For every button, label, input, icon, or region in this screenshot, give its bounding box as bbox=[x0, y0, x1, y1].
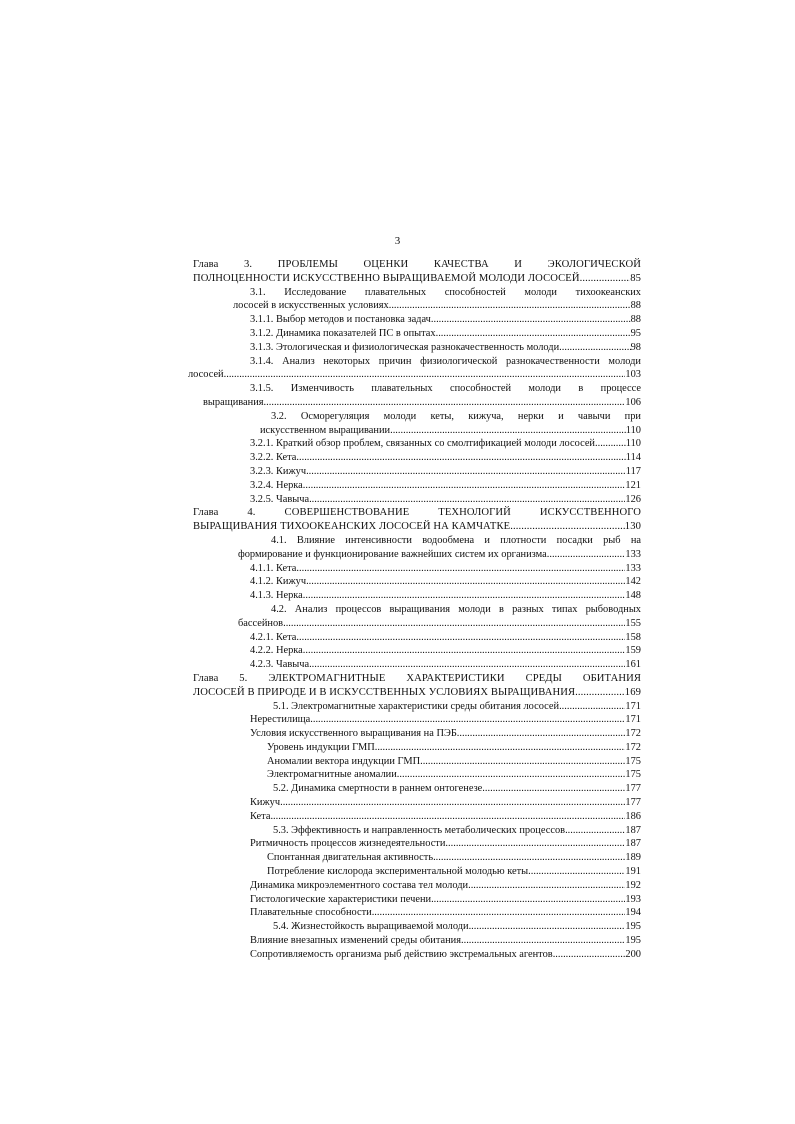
toc-page: 106 bbox=[625, 396, 641, 408]
toc-page: 186 bbox=[625, 810, 641, 822]
toc-page: 117 bbox=[625, 465, 641, 477]
toc-text: Динамика микроэлементного состава тел молоди bbox=[250, 879, 469, 891]
toc-text: 3.2.1. Краткий обзор проблем, связанных со смолтификацией молоди лососей bbox=[250, 438, 595, 450]
toc-text: Условия искусственного выращивания на ПЭБ bbox=[250, 728, 457, 740]
section-3-1-line2 bbox=[193, 299, 641, 313]
toc-page: 195 bbox=[625, 935, 641, 947]
toc-text: 3.2.4. Нерка bbox=[250, 479, 303, 491]
toc-text: Аномалии вектора индукции ГМП bbox=[267, 755, 421, 767]
section-4-1-1 bbox=[193, 562, 641, 576]
item-nerestilishcha bbox=[193, 713, 641, 727]
section-3-2-1 bbox=[193, 437, 641, 451]
toc-page: 98 bbox=[630, 341, 641, 353]
toc-page: 175 bbox=[625, 769, 641, 781]
item-keta bbox=[193, 810, 641, 824]
section-3-2-line1: 3.2. Осморегуляция молоди кеты, кижуча, нерки и чавычи при bbox=[271, 410, 641, 422]
toc-text: Электромагнитные аномалии bbox=[267, 769, 397, 781]
toc-page: 195 bbox=[625, 921, 641, 933]
toc-page: 110 bbox=[625, 438, 641, 450]
toc-text: 3.1.1. Выбор методов и постановка задач bbox=[250, 314, 431, 326]
toc-page: 85 bbox=[630, 272, 641, 284]
chapter-5-title-line1: Глава 5. ЭЛЕКТРОМАГНИТНЫЕ ХАРАКТЕРИСТИКИ СРЕДЫ ОБИТАНИЯ bbox=[193, 672, 641, 684]
item-ritmichnost bbox=[193, 837, 641, 851]
item-potreblenie bbox=[193, 865, 641, 879]
toc-page: 171 bbox=[625, 700, 641, 712]
section-3-2-line2 bbox=[193, 424, 641, 438]
section-3-1-3 bbox=[193, 341, 641, 355]
chapter-5-title-line2 bbox=[193, 686, 641, 700]
toc-page: 158 bbox=[625, 631, 641, 643]
toc-text: Сопротивляемость организма рыб действию экстремальных агентов bbox=[250, 948, 553, 960]
toc-text: 3.1.3. Этологическая и физиологическая разнокачественность молоди bbox=[250, 341, 560, 353]
item-soprotivlyaemost bbox=[193, 948, 641, 962]
toc-page: 159 bbox=[625, 645, 641, 657]
toc-page: 193 bbox=[625, 893, 641, 905]
toc-page: 177 bbox=[625, 783, 641, 795]
toc-text: 4.2.1. Кета bbox=[250, 631, 297, 643]
section-3-1-2 bbox=[193, 327, 641, 341]
toc-text: Влияние внезапных изменений среды обитания bbox=[250, 935, 461, 947]
section-3-1-4-line2 bbox=[188, 368, 641, 382]
section-4-2-line1: 4.2. Анализ процессов выращивания молоди в разных типах рыбоводных bbox=[271, 603, 641, 615]
toc-text: 5.1. Электромагнитные характеристики среды обитания лососей bbox=[273, 700, 560, 712]
toc-page: 200 bbox=[625, 948, 641, 960]
toc-page: 172 bbox=[625, 741, 641, 753]
toc-text: Кижуч bbox=[250, 797, 281, 809]
toc-page: 155 bbox=[625, 617, 641, 629]
section-5-3 bbox=[193, 824, 641, 838]
section-3-1-4-line1: 3.1.4. Анализ некоторых причин физиологической разнокачественности молоди bbox=[250, 355, 641, 367]
item-dinamika-mikroelementov bbox=[193, 879, 641, 893]
toc-text: 4.2.3. Чавыча bbox=[250, 659, 310, 671]
section-4-1-2 bbox=[193, 575, 641, 589]
toc-text: 4.2.2. Нерка bbox=[250, 645, 303, 657]
item-spontannaya bbox=[193, 851, 641, 865]
toc-page: 171 bbox=[625, 714, 641, 726]
toc-page: 103 bbox=[625, 369, 641, 381]
toc-text: выращивания bbox=[203, 396, 264, 408]
toc-page: 133 bbox=[625, 548, 641, 560]
section-4-2-line2 bbox=[193, 617, 641, 631]
item-anomalii-vektora bbox=[193, 755, 641, 769]
toc-page: 189 bbox=[625, 852, 641, 864]
toc-text: 4.1.3. Нерка bbox=[250, 590, 303, 602]
toc-page: 191 bbox=[625, 866, 641, 878]
toc-page: 175 bbox=[625, 755, 641, 767]
table-of-contents bbox=[188, 258, 641, 962]
section-4-1-line2 bbox=[193, 548, 641, 562]
toc-text: Уровень индукции ГМП bbox=[267, 741, 375, 753]
toc-text: Спонтанная двигательная активность bbox=[267, 852, 434, 864]
section-3-2-3 bbox=[193, 465, 641, 479]
toc-text: 3.1.2. Динамика показателей ПС в опытах bbox=[250, 327, 436, 339]
chapter-4-title-line2 bbox=[193, 520, 641, 534]
toc-text: бассейнов bbox=[238, 617, 284, 629]
toc-text: искусственном выращивании bbox=[260, 424, 391, 436]
toc-text: 4.1.1. Кета bbox=[250, 562, 297, 574]
toc-text: 4.1.2. Кижуч bbox=[250, 576, 307, 588]
toc-page: 187 bbox=[625, 824, 641, 836]
toc-page: 126 bbox=[625, 493, 641, 505]
section-5-4 bbox=[193, 920, 641, 934]
item-usloviya bbox=[193, 727, 641, 741]
toc-page: 172 bbox=[625, 728, 641, 740]
toc-text: Гистологические характеристики печени bbox=[250, 893, 432, 905]
item-em-anomalii bbox=[193, 768, 641, 782]
section-3-1-line1: 3.1. Исследование плавательных способностей молоди тихоокеанских bbox=[250, 286, 641, 298]
item-kizhuch bbox=[193, 796, 641, 810]
section-3-2-4 bbox=[193, 479, 641, 493]
toc-text: ПОЛНОЦЕННОСТИ ИСКУССТВЕННО ВЫРАЩИВАЕМОЙ МОЛОДИ ЛОСОСЕЙ bbox=[193, 272, 580, 284]
chapter-3-title-line1: Глава 3. ПРОБЛЕМЫ ОЦЕНКИ КАЧЕСТВА И ЭКОЛОГИЧЕСКОЙ bbox=[193, 259, 641, 270]
section-5-2 bbox=[193, 782, 641, 796]
item-vliyanie bbox=[193, 934, 641, 948]
toc-text: Кета bbox=[250, 810, 271, 822]
toc-page: 114 bbox=[625, 452, 641, 464]
section-4-2-2 bbox=[193, 644, 641, 658]
toc-text: 3.2.5. Чавыча bbox=[250, 493, 310, 505]
toc-text: лососей в искусственных условиях bbox=[233, 300, 389, 312]
toc-page: 88 bbox=[630, 314, 641, 326]
page-number: 3 bbox=[394, 235, 401, 247]
toc-text: 3.2.2. Кета bbox=[250, 452, 297, 464]
chapter-3-title-line2 bbox=[193, 272, 641, 286]
section-3-1-5-line2 bbox=[203, 396, 641, 410]
item-plavatelnye bbox=[193, 906, 641, 920]
toc-text: 3.2.3. Кижуч bbox=[250, 465, 307, 477]
toc-text: 5.2. Динамика смертности в раннем онтогенезе bbox=[273, 783, 483, 795]
section-4-1-3 bbox=[193, 589, 641, 603]
toc-page: 110 bbox=[625, 424, 641, 436]
toc-text: ЛОСОСЕЙ В ПРИРОДЕ И В ИСКУССТВЕННЫХ УСЛОВИЯХ ВЫРАЩИВАНИЯ bbox=[193, 686, 576, 698]
toc-page: 161 bbox=[625, 659, 641, 671]
toc-page: 95 bbox=[630, 327, 641, 339]
section-4-1-line1: 4.1. Влияние интенсивности водообмена и плотности посадки рыб на bbox=[271, 534, 641, 546]
section-5-1 bbox=[193, 700, 641, 714]
section-4-2-1 bbox=[193, 631, 641, 645]
toc-text: лососей bbox=[188, 369, 224, 381]
toc-text: 5.3. Эффективность и направленность метаболических процессов bbox=[273, 824, 566, 836]
toc-page: 133 bbox=[625, 562, 641, 574]
chapter-4-title-line1: Глава 4. СОВЕРШЕНСТВОВАНИЕ ТЕХНОЛОГИЙ ИСКУССТВЕННОГО bbox=[193, 507, 641, 519]
toc-page: 192 bbox=[625, 879, 641, 891]
toc-page: 148 bbox=[625, 590, 641, 602]
toc-page: 142 bbox=[625, 576, 641, 588]
section-3-2-2 bbox=[193, 451, 641, 465]
toc-text: Ритмичность процессов жизнедеятельности bbox=[250, 838, 446, 850]
section-3-2-5 bbox=[193, 493, 641, 507]
toc-text: формирование и функционирование важнейших систем их организма bbox=[238, 548, 547, 560]
toc-page: 194 bbox=[625, 907, 641, 919]
section-3-1-5-line1: 3.1.5. Изменчивость плавательных способностей молоди в процессе bbox=[250, 383, 641, 395]
toc-page: 177 bbox=[625, 797, 641, 809]
toc-text: Плавательные способности bbox=[250, 907, 372, 919]
toc-text: ВЫРАЩИВАНИЯ ТИХООКЕАНСКИХ ЛОСОСЕЙ НА КАМЧАТКЕ bbox=[193, 521, 511, 533]
section-3-1-1 bbox=[193, 313, 641, 327]
toc-page: 187 bbox=[625, 838, 641, 850]
item-uroven-gmp bbox=[193, 741, 641, 755]
item-gistologicheskie bbox=[193, 893, 641, 907]
toc-text: Потребление кислорода экспериментальной молодью кеты bbox=[267, 866, 529, 878]
section-4-2-3 bbox=[193, 658, 641, 672]
toc-text: 5.4. Жизнестойкость выращиваемой молоди bbox=[273, 921, 469, 933]
toc-page: 88 bbox=[630, 300, 641, 312]
toc-page: 130 bbox=[624, 521, 641, 533]
toc-page: 169 bbox=[624, 686, 641, 698]
toc-text: Нерестилища bbox=[250, 714, 311, 726]
toc-page: 121 bbox=[625, 479, 641, 491]
